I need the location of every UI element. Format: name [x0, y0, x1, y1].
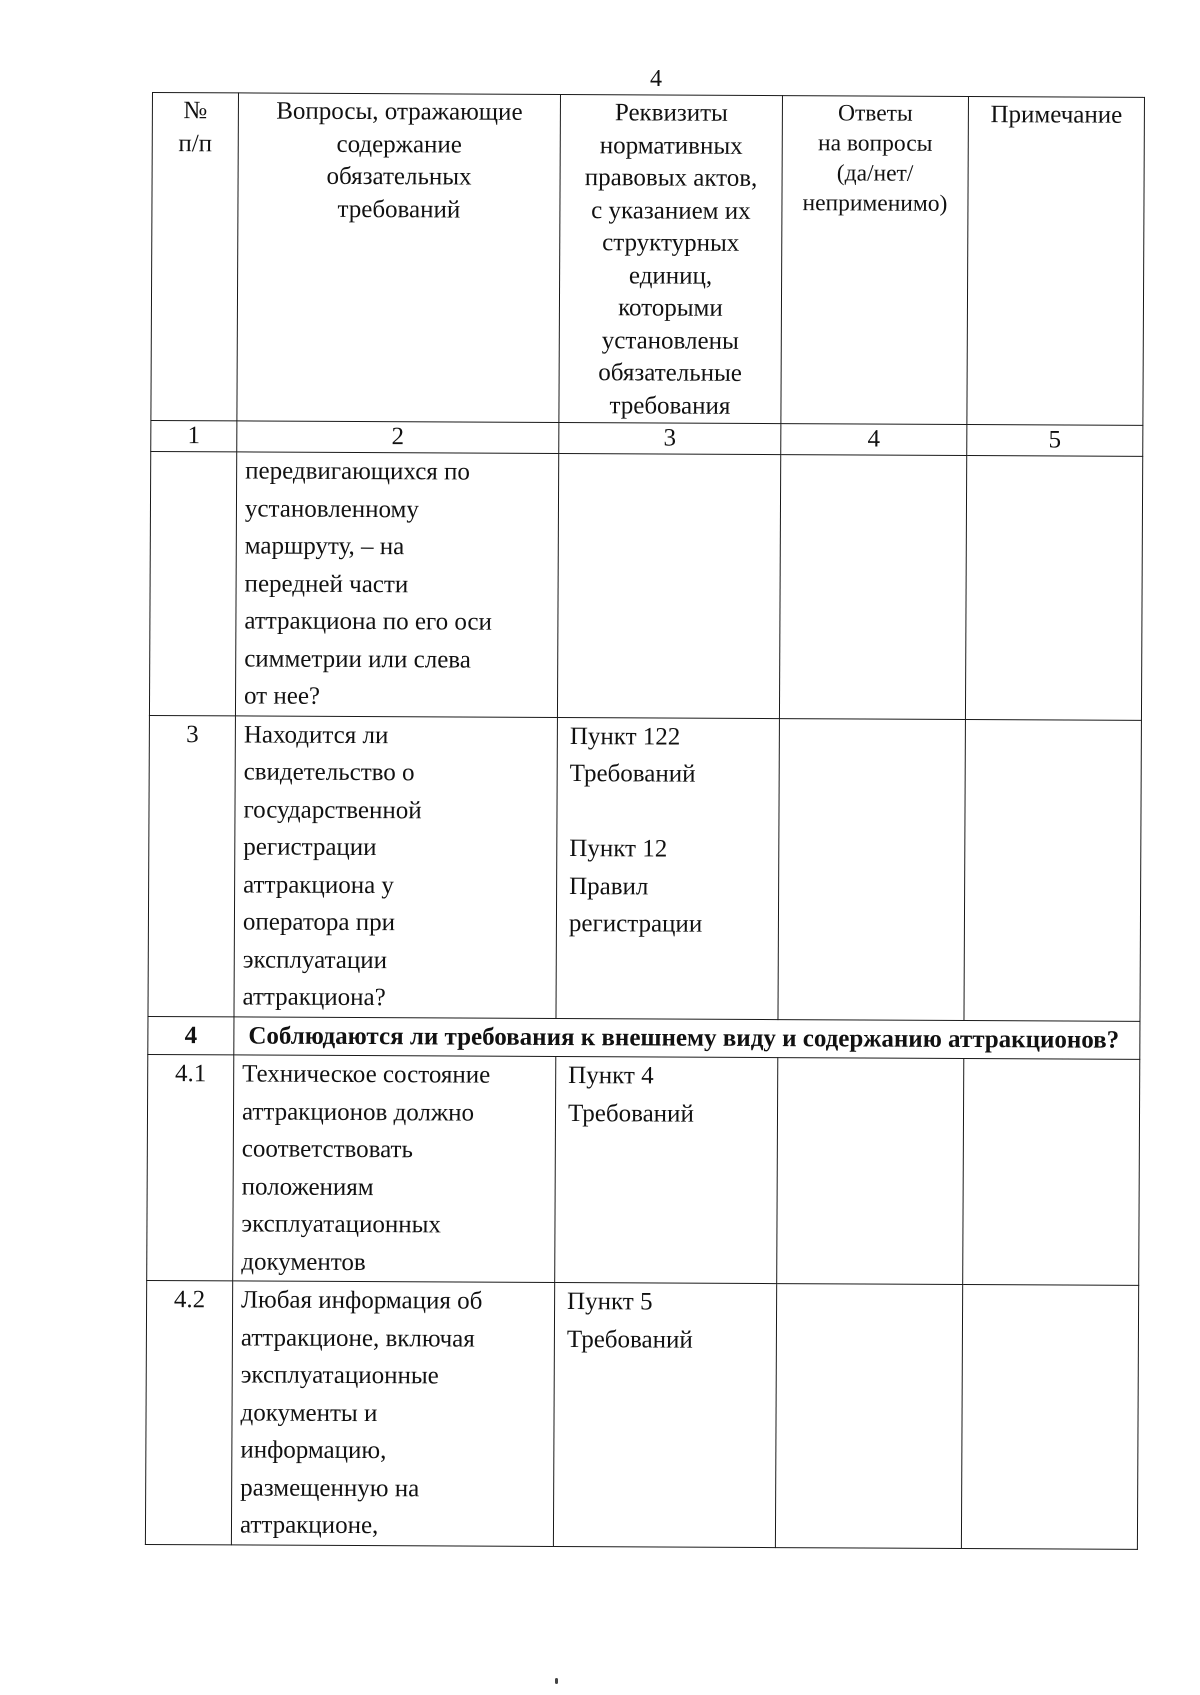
header-col-questions-line: обязательных	[326, 162, 472, 191]
column-number: 5	[967, 424, 1143, 456]
row-answer	[778, 718, 965, 1020]
header-col-notes-line: Примечание	[990, 101, 1123, 129]
header-col-references-line: которыми	[618, 294, 723, 322]
table-row	[145, 1280, 1138, 1548]
question-line: аттракциона?	[242, 983, 386, 1012]
row-number: 4.2	[145, 1280, 232, 1544]
section-title: Соблюдаются ли требования к внешнему виду и содержанию аттракционов?	[234, 1016, 1140, 1059]
question-line: маршруту, – на	[244, 532, 405, 561]
question-line: симметрии или слева	[244, 644, 471, 674]
row-number	[149, 451, 236, 715]
header-col-references-line: единиц,	[628, 261, 713, 290]
header-col-references-line: с указанием их	[591, 196, 751, 225]
row-answer	[779, 455, 966, 719]
table-row	[148, 715, 1141, 1021]
table-row	[147, 1054, 1140, 1285]
header-col-questions-line: требований	[337, 195, 461, 224]
page-number: 4	[650, 66, 662, 92]
header-col-references-line: установлены	[601, 326, 739, 355]
row-references	[556, 717, 779, 1019]
question-line: аттракциона по его оси	[244, 607, 493, 636]
row-note	[963, 1058, 1140, 1285]
header-col-questions	[237, 93, 561, 423]
question-line: информацию,	[240, 1436, 387, 1465]
header-col-number-line: п/п	[178, 129, 213, 157]
header-col-references	[559, 94, 783, 423]
reference-line: Пункт 4	[568, 1062, 654, 1090]
reference-line: Требований	[566, 1325, 693, 1354]
row-note	[965, 455, 1142, 719]
question-line: размещенную на	[240, 1473, 420, 1502]
row-question	[235, 452, 558, 717]
row-question	[231, 1281, 554, 1546]
row-note	[964, 719, 1141, 1021]
column-number: 1	[151, 420, 237, 451]
header-col-references-line: требования	[609, 391, 731, 420]
row-answer	[775, 1284, 962, 1548]
header-col-answers	[781, 96, 969, 425]
question-line: документы и	[240, 1398, 378, 1427]
header-col-questions-line: Вопросы, отражающие	[276, 97, 523, 126]
question-line: аттракциона у	[243, 870, 395, 899]
table-header-row	[151, 93, 1145, 426]
question-line: оператора при	[242, 908, 396, 937]
question-line: государственной	[243, 795, 422, 824]
row-number: 3	[148, 715, 235, 1016]
header-col-number-line: №	[183, 97, 208, 125]
question-line: передвигающихся по	[245, 457, 471, 486]
reference-line: Пункт 122	[569, 722, 681, 751]
header-col-references-line: Реквизиты	[614, 99, 728, 127]
question-line: регистрации	[243, 833, 377, 862]
column-number: 4	[781, 424, 967, 456]
question-line: установленному	[244, 494, 419, 523]
question-line: Техническое состояние	[242, 1060, 491, 1089]
header-col-answers-line: неприменимо)	[802, 190, 948, 217]
column-numbers-row	[151, 420, 1143, 456]
question-line: документов	[241, 1247, 366, 1276]
question-line: Находится ли	[243, 720, 389, 749]
header-col-references-line: правовых актов,	[584, 164, 758, 192]
question-line: Любая информация об	[241, 1286, 483, 1315]
row-references	[553, 1282, 776, 1547]
table-row	[149, 451, 1142, 719]
header-col-references-line: структурных	[602, 229, 740, 257]
row-references	[555, 1056, 778, 1283]
row-references	[557, 453, 780, 718]
question-line: эксплуатационных	[241, 1210, 442, 1239]
question-line: аттракционе,	[239, 1511, 379, 1540]
question-line: эксплуатации	[242, 945, 388, 974]
reference-line: Пункт 12	[569, 835, 668, 863]
reference-line: Требований	[569, 760, 696, 788]
header-col-answers-line: Ответы	[837, 100, 913, 127]
section-number: 4	[148, 1016, 234, 1055]
question-line: эксплуатационные	[240, 1361, 439, 1390]
reference-line: регистрации	[568, 910, 703, 938]
requirements-table	[145, 92, 1145, 1549]
row-question	[234, 715, 557, 1018]
column-number: 2	[237, 421, 559, 454]
row-question	[233, 1055, 556, 1283]
column-number: 3	[559, 422, 781, 454]
header-col-references-line: обязательные	[598, 359, 742, 387]
reference-line: Правил	[569, 872, 649, 900]
question-line: передней части	[244, 569, 409, 598]
question-line: аттракционе, включая	[240, 1323, 475, 1353]
header-col-answers-line: на вопросы	[817, 130, 933, 157]
row-answer	[777, 1058, 964, 1285]
row-note	[961, 1284, 1138, 1548]
header-col-references-line: нормативных	[599, 131, 743, 160]
reference-line: Требований	[567, 1099, 694, 1128]
header-col-number	[151, 93, 239, 421]
header-col-answers-line: (да/нет/	[836, 160, 914, 187]
row-number: 4.1	[147, 1054, 234, 1280]
question-line: от нее?	[243, 682, 321, 710]
question-line: положениям	[241, 1172, 374, 1201]
question-line: соответствовать	[241, 1135, 413, 1164]
scan-speck	[555, 1678, 558, 1684]
question-line: свидетельство о	[243, 758, 415, 787]
reference-spacer	[569, 793, 770, 831]
section-row	[148, 1016, 1140, 1059]
reference-line: Пункт 5	[567, 1288, 653, 1316]
header-col-questions-line: содержание	[336, 130, 463, 159]
question-line: аттракционов должно	[241, 1097, 475, 1127]
header-col-notes	[967, 96, 1145, 425]
